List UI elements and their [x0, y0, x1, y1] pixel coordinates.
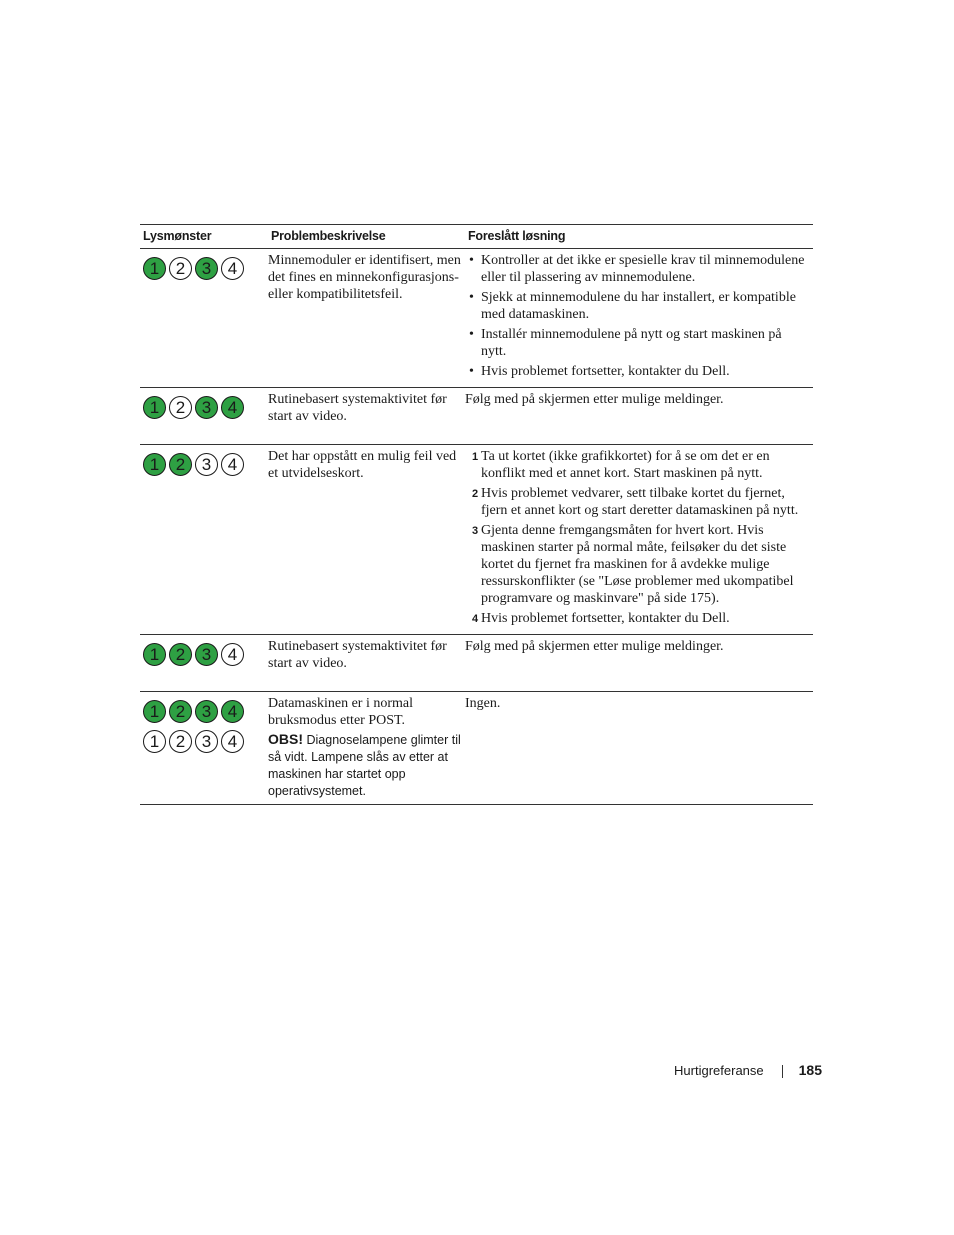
step-text: Gjenta denne fremgangsmåten for hvert kort. Hvis maskinen starter på normal måte, feilsøker du det siste kortet du fjernet fra maskinen for å avdekke mulige ressurskonflikter (se "Løse problemer med ukompatibel programvare og maskinvare" på side 175). [481, 523, 794, 606]
step-number: 4 [472, 613, 479, 625]
light-pattern-cell [140, 635, 268, 692]
diagnostic-light-2: 2 [169, 643, 192, 666]
diagnostic-light-3: 3 [195, 700, 218, 723]
problem-description: Minnemoduler er identifisert, men det fines en minnekonfigurasjons- eller kompatibilitetsfeil. [268, 249, 465, 388]
diagnostic-lights [143, 257, 268, 280]
diagnostic-lights-off [143, 730, 268, 753]
diagnostic-light-4: 4 [221, 700, 244, 723]
problem-description: Datamaskinen er i normal bruksmodus etter POST. [268, 696, 414, 728]
table-header-row [140, 225, 813, 249]
diagnostic-light-1: 1 [143, 643, 166, 666]
list-item: • Installér minnemodulene på nytt og start maskinen på nytt. [465, 326, 809, 360]
diagnostic-lights [143, 700, 268, 723]
diagnostic-light-4: 4 [221, 643, 244, 666]
light-pattern-cell [140, 445, 268, 635]
table-row [140, 635, 813, 692]
section-title: Hurtigreferanse [674, 1063, 764, 1078]
note [268, 731, 461, 800]
problem-description: Rutinebasert systemaktivitet før start av video. [268, 388, 465, 445]
problem-description: Rutinebasert systemaktivitet før start av video. [268, 635, 465, 692]
list-item [465, 485, 809, 519]
diagnostic-light-3: 3 [195, 453, 218, 476]
list-item [465, 448, 809, 482]
suggested-solution: Følg med på skjermen etter mulige meldinger. [465, 388, 813, 445]
table-row [140, 692, 813, 805]
page-number: 185 [798, 1062, 822, 1078]
suggested-solution: Ingen. [465, 692, 813, 805]
suggested-solution: Følg med på skjermen etter mulige meldinger. [465, 635, 813, 692]
step-number: 2 [472, 488, 479, 500]
diagnostic-light-3: 3 [195, 730, 218, 753]
list-item: • Sjekk at minnemodulene du har installert, er kompatible med datamaskinen. [465, 289, 809, 323]
diagnostic-light-3: 3 [195, 643, 218, 666]
diagnostic-lights [143, 453, 268, 476]
diagnostic-lights [143, 396, 268, 419]
diagnostic-lights [143, 643, 268, 666]
diagnostic-light-4: 4 [221, 730, 244, 753]
diagnostic-light-2: 2 [169, 730, 192, 753]
diagnostic-light-1: 1 [143, 453, 166, 476]
step-number: 3 [472, 525, 479, 537]
suggested-solution [465, 249, 813, 388]
header-problem-description: Problembeskrivelse [268, 225, 465, 249]
step-text: Ta ut kortet (ikke grafikkortet) for å se om det er en konflikt med et annet kort. Start maskinen på nytt. [481, 449, 770, 481]
diagnostic-light-4: 4 [221, 396, 244, 419]
diagnostic-light-3: 3 [195, 257, 218, 280]
list-item: • Hvis problemet fortsetter, kontakter du Dell. [465, 363, 809, 380]
footer-divider [782, 1065, 783, 1078]
page-footer [600, 1062, 822, 1078]
diagnostic-light-4: 4 [221, 257, 244, 280]
table-row [140, 388, 813, 445]
step-text: Hvis problemet fortsetter, kontakter du Dell. [481, 611, 730, 626]
list-item [465, 610, 809, 627]
diagnostic-light-1: 1 [143, 700, 166, 723]
problem-description-cell [268, 692, 465, 805]
diagnostic-light-1: 1 [143, 396, 166, 419]
light-pattern-cell [140, 249, 268, 388]
diagnostic-light-4: 4 [221, 453, 244, 476]
diagnostic-light-2: 2 [169, 396, 192, 419]
diagnostic-light-2: 2 [169, 453, 192, 476]
list-item: • Kontroller at det ikke er spesielle krav til minnemodulene eller til plassering av minnemodulene. [465, 252, 809, 286]
diagnostic-light-2: 2 [169, 257, 192, 280]
note-label: OBS! [268, 731, 303, 747]
list-item [465, 522, 809, 607]
table-row [140, 445, 813, 635]
step-text: Hvis problemet vedvarer, sett tilbake kortet du fjernet, fjern et annet kort og start deretter datamaskinen på nytt. [481, 486, 799, 518]
light-pattern-cell [140, 692, 268, 805]
step-number: 1 [472, 451, 479, 463]
diagnostic-light-1: 1 [143, 730, 166, 753]
note-text: Diagnoselampene glimter til så vidt. Lampene slås av etter at maskinen har startet opp operativsystemet. [268, 733, 461, 798]
header-light-pattern: Lysmønster [140, 225, 268, 249]
diagnostic-light-1: 1 [143, 257, 166, 280]
diagnostic-light-2: 2 [169, 700, 192, 723]
problem-description: Det har oppstått en mulig feil ved et utvidelseskort. [268, 445, 465, 635]
diagnostic-lights-table [140, 224, 813, 805]
suggested-solution [465, 445, 813, 635]
header-suggested-solution: Foreslått løsning [465, 225, 813, 249]
table-row [140, 249, 813, 388]
light-pattern-cell [140, 388, 268, 445]
diagnostic-light-3: 3 [195, 396, 218, 419]
